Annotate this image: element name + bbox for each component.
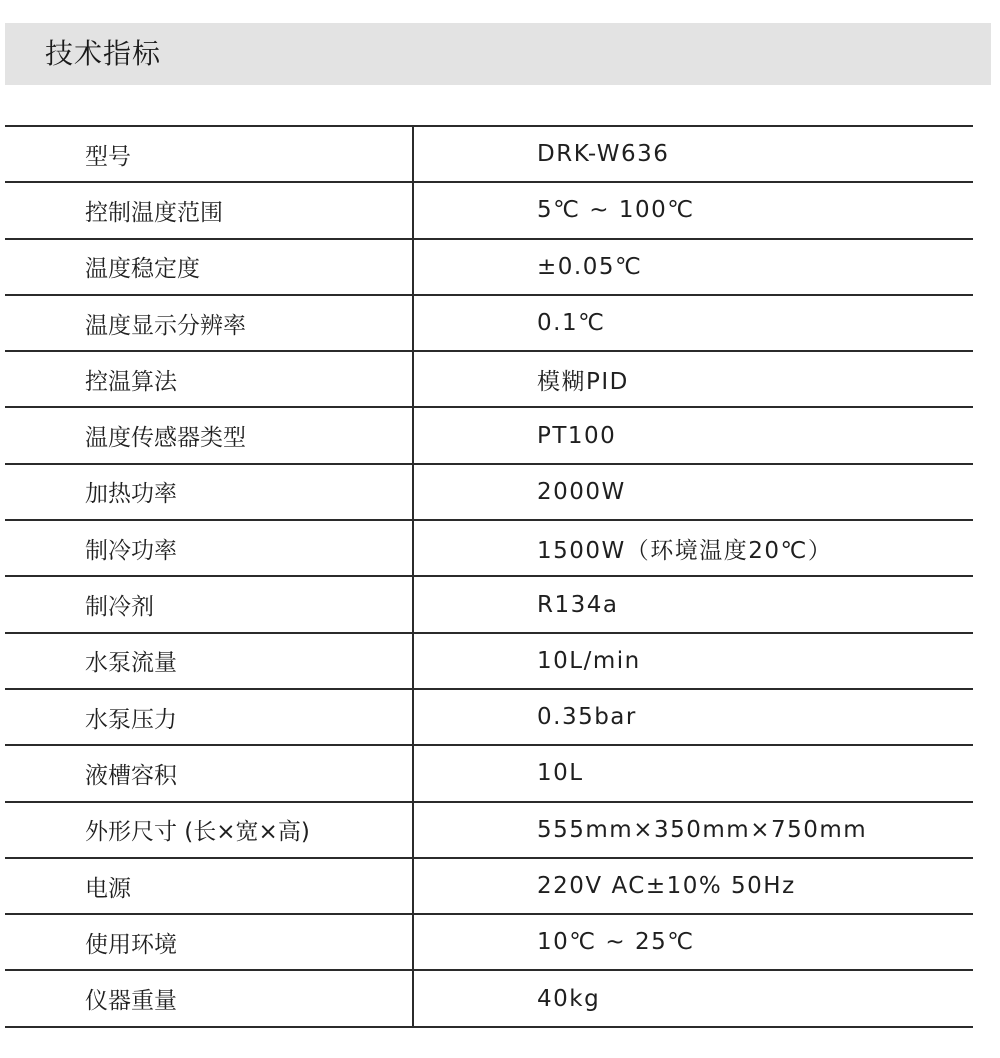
spec-value: 2000W xyxy=(537,478,626,505)
spec-value: 220V AC±10% 50Hz xyxy=(537,873,796,899)
spec-name: 外形尺寸 (长×宽×高) xyxy=(85,819,310,846)
column-divider xyxy=(412,465,414,519)
spec-value: 0.35bar xyxy=(537,704,637,731)
column-divider xyxy=(412,634,414,688)
column-divider xyxy=(412,352,414,406)
table-row xyxy=(5,859,973,915)
spec-name: 型号 xyxy=(85,143,131,170)
table-row xyxy=(5,746,973,802)
column-divider xyxy=(412,859,414,913)
table-row xyxy=(5,690,973,746)
section-header xyxy=(5,23,991,85)
spec-value: 5℃ ~ 100℃ xyxy=(537,197,695,224)
table-row xyxy=(5,296,973,352)
spec-value: PT100 xyxy=(537,422,617,449)
spec-value: DRK-W636 xyxy=(537,141,670,168)
spec-name: 液槽容积 xyxy=(85,762,177,789)
spec-name: 温度稳定度 xyxy=(85,256,200,283)
spec-value: 0.1℃ xyxy=(537,310,606,337)
table-row xyxy=(5,803,973,859)
column-divider xyxy=(412,240,414,294)
spec-name: 电源 xyxy=(85,875,131,902)
spec-value: 40kg xyxy=(537,985,601,1012)
column-divider xyxy=(412,296,414,350)
section-title: 技术指标 xyxy=(45,37,162,70)
table-row xyxy=(5,465,973,521)
table-row xyxy=(5,915,973,971)
spec-name: 温度传感器类型 xyxy=(85,425,246,452)
spec-name: 制冷功率 xyxy=(85,537,177,564)
column-divider xyxy=(412,803,414,857)
table-row xyxy=(5,352,973,408)
spec-value: 模糊PID xyxy=(537,368,629,395)
table-row xyxy=(5,240,973,296)
spec-name: 使用环境 xyxy=(85,931,177,958)
table-row xyxy=(5,183,973,239)
spec-value: 555mm×350mm×750mm xyxy=(537,816,868,843)
column-divider xyxy=(412,521,414,575)
spec-name: 仪器重量 xyxy=(85,988,177,1015)
column-divider xyxy=(412,408,414,462)
table-row xyxy=(5,634,973,690)
column-divider xyxy=(412,577,414,631)
spec-name: 水泵流量 xyxy=(85,650,177,677)
column-divider xyxy=(412,690,414,744)
spec-name: 控制温度范围 xyxy=(85,199,223,226)
spec-value: 10L xyxy=(537,760,584,787)
spec-table xyxy=(5,125,973,1028)
spec-value: 1500W（环境温度20℃） xyxy=(537,537,833,564)
spec-value: R134a xyxy=(537,591,619,618)
column-divider xyxy=(412,971,414,1025)
column-divider xyxy=(412,915,414,969)
table-row xyxy=(5,521,973,577)
column-divider xyxy=(412,127,414,181)
spec-value: 10℃ ~ 25℃ xyxy=(537,929,695,956)
column-divider xyxy=(412,746,414,800)
spec-name: 加热功率 xyxy=(85,481,177,508)
table-row xyxy=(5,971,973,1027)
table-row xyxy=(5,408,973,464)
spec-name: 制冷剂 xyxy=(85,594,154,621)
table-row xyxy=(5,127,973,183)
spec-name: 控温算法 xyxy=(85,368,177,395)
spec-name: 温度显示分辨率 xyxy=(85,312,246,339)
spec-value: ±0.05℃ xyxy=(537,253,643,280)
spec-name: 水泵压力 xyxy=(85,706,177,733)
column-divider xyxy=(412,183,414,237)
table-row xyxy=(5,577,973,633)
spec-value: 10L/min xyxy=(537,647,641,674)
